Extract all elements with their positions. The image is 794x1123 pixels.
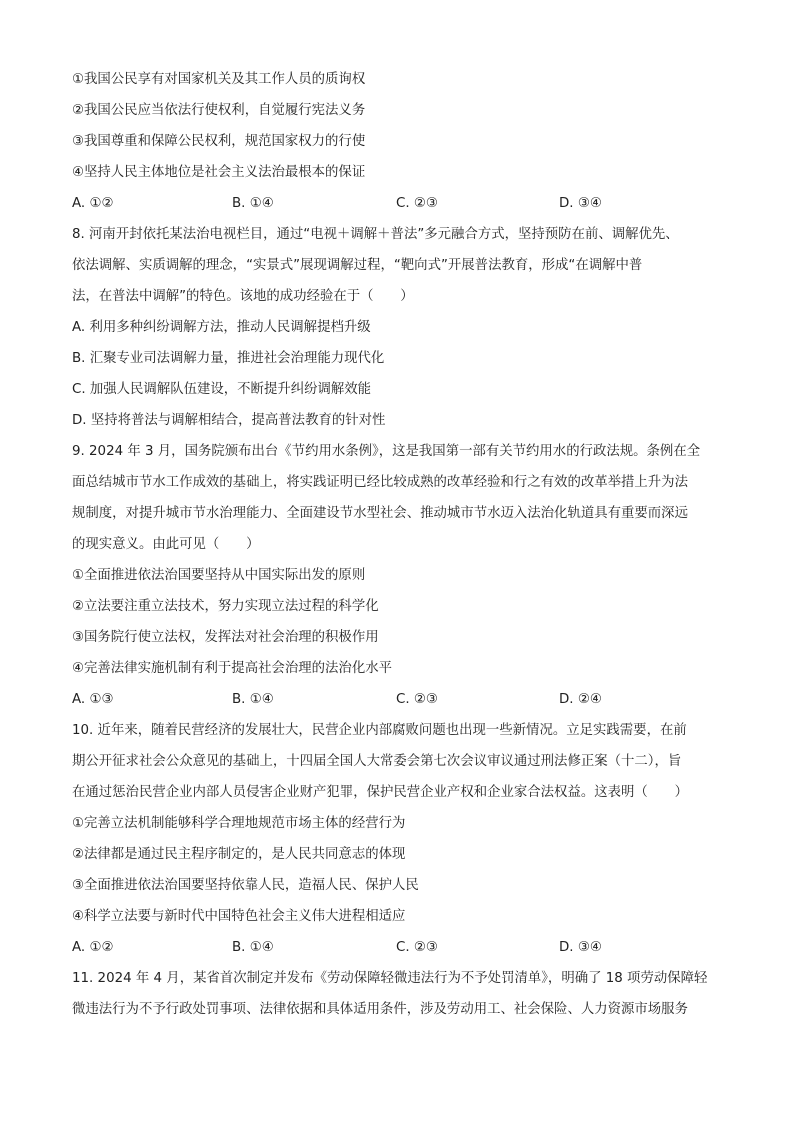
q8-stem	[72, 219, 732, 312]
q10-statement: ②法律都是通过民主程序制定的，是人民共同意志的体现	[72, 847, 406, 862]
q9-stem-line: 的现实意义。由此可见（ ）	[72, 537, 260, 552]
document-page	[72, 64, 732, 1025]
q7-option-a: A. ①②	[72, 196, 114, 211]
q9-statement: ④完善法律实施机制有利于提高社会治理的法治化水平	[72, 661, 392, 676]
q7-option-c: C. ②③	[396, 196, 438, 211]
q10-statement: ③全面推进依法治国要坚持依靠人民，造福人民、保护人民	[72, 878, 419, 893]
q9-stem-line: 规制度，对提升城市节水治理能力、全面建设节水型社会、推动城市节水迈入法治化轨道具有重要而深远	[72, 506, 688, 521]
q10-option-d: D. ③④	[559, 940, 602, 955]
q9-stem-line: 面总结城市节水工作成效的基础上，将实践证明已经比较成熟的改革经验和行之有效的改革举措上升为法	[72, 475, 688, 490]
q9-option-a: A. ①③	[72, 692, 114, 707]
q10-statement-list	[72, 808, 732, 932]
q10-stem-line: 10. 近年来，随着民营经济的发展壮大，民营企业内部腐败问题也出现一些新情况。立足实践需要，在前	[72, 723, 687, 738]
q7-option-d: D. ③④	[559, 196, 602, 211]
q10-statement: ①完善立法机制能够科学合理地规范市场主体的经营行为	[72, 816, 406, 831]
q8-option-list	[72, 312, 732, 436]
q9-options	[72, 684, 732, 715]
q7-statement: ③我国尊重和保障公民权利，规范国家权力的行使	[72, 134, 366, 149]
q10-stem-line: 在通过惩治民营企业内部人员侵害企业财产犯罪，保护民营企业产权和企业家合法权益。这表明（ ）	[72, 785, 688, 800]
q11-stem-line: 微违法行为不予行政处罚事项、法律依据和具体适用条件，涉及劳动用工、社会保险、人力资源市场服务	[72, 1002, 688, 1017]
q7-option-b: B. ①④	[232, 196, 274, 211]
q9-statement: ①全面推进依法治国要坚持从中国实际出发的原则	[72, 568, 366, 583]
q7-options	[72, 188, 732, 219]
q8-option-a: A. 利用多种纠纷调解方法，推动人民调解提档升级	[72, 320, 371, 335]
q10-option-a: A. ①②	[72, 940, 114, 955]
q7-statement: ④坚持人民主体地位是社会主义法治最根本的保证	[72, 165, 366, 180]
q9-statement-list	[72, 560, 732, 684]
q9-statement: ②立法要注重立法技术，努力实现立法过程的科学化	[72, 599, 379, 614]
q11-stem-line: 11. 2024 年 4 月，某省首次制定并发布《劳动保障轻微违法行为不予处罚清单》，明确了 18 项劳动保障轻	[72, 971, 708, 986]
q10-stem	[72, 715, 732, 808]
q8-stem-line: 8. 河南开封依托某法治电视栏目，通过“电视＋调解＋普法”多元融合方式，坚持预防在前、调解优先、	[72, 227, 679, 242]
q9-stem	[72, 436, 732, 560]
q8-option-d: D. 坚持将普法与调解相结合，提高普法教育的针对性	[72, 413, 386, 428]
q10-statement: ④科学立法要与新时代中国特色社会主义伟大进程相适应	[72, 909, 406, 924]
q9-stem-line: 9. 2024 年 3 月，国务院颁布出台《节约用水条例》，这是我国第一部有关节约用水的行政法规。条例在全	[72, 444, 701, 459]
q8-stem-line: 法，在普法中调解”的特色。该地的成功经验在于（ ）	[72, 289, 414, 304]
q9-option-c: C. ②③	[396, 692, 438, 707]
q9-option-d: D. ②④	[559, 692, 602, 707]
q8-stem-line: 依法调解、实质调解的理念，“实景式”展现调解过程，“靶向式”开展普法教育，形成“在调解中普	[72, 258, 643, 273]
q8-option-c: C. 加强人民调解队伍建设，不断提升纠纷调解效能	[72, 382, 372, 397]
q8-option-b: B. 汇聚专业司法调解力量，推进社会治理能力现代化	[72, 351, 385, 366]
q9-statement: ③国务院行使立法权，发挥法对社会治理的积极作用	[72, 630, 379, 645]
q10-options	[72, 932, 732, 963]
q7-statement: ①我国公民享有对国家机关及其工作人员的质询权	[72, 72, 366, 87]
q10-stem-line: 期公开征求社会公众意见的基础上，十四届全国人大常委会第七次会议审议通过刑法修正案（十二），旨	[72, 754, 682, 769]
q11-stem	[72, 963, 732, 1025]
q10-option-b: B. ①④	[232, 940, 274, 955]
q7-statement-list	[72, 64, 732, 188]
q9-option-b: B. ①④	[232, 692, 274, 707]
q10-option-c: C. ②③	[396, 940, 438, 955]
q7-statement: ②我国公民应当依法行使权利，自觉履行宪法义务	[72, 103, 366, 118]
